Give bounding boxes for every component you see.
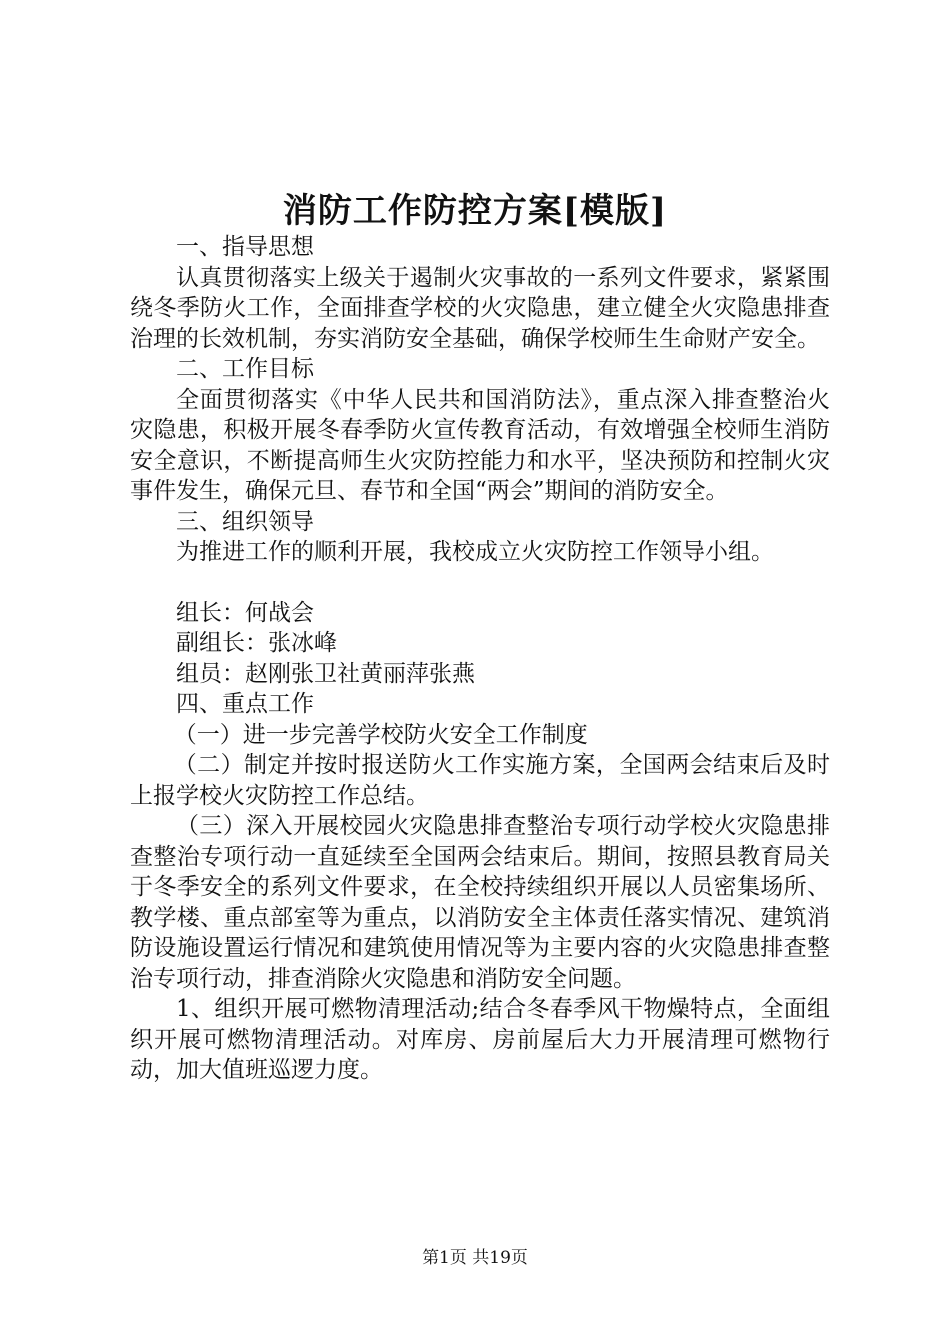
section-heading-organization: 三、组织领导	[176, 508, 314, 535]
paragraph-work-goals: 全面贯彻落实《中华人民共和国消防法》，重点深入排查整治火灾隐患，积极开展冬春季防火宣传教育活动，有效增强全校师生消防安全意识，不断提高师生火灾防控能力和水平，坚决预防和控制火灾事件发生，确保元旦、春节和全国“两会”期间的消防安全。	[130, 386, 830, 504]
deputy-leader-line: 副组长：张冰峰	[176, 630, 337, 656]
paragraph-guiding-ideology: 认真贯彻落实上级关于遏制火灾事故的一系列文件要求，紧紧围绕冬季防火工作，全面排查学校的火灾隐患，建立健全火灾隐患排查治理的长效机制，夯实消防安全基础，确保学校师生生命财产安全。	[130, 264, 830, 352]
subitem-combustibles-cleanup: 1、组织开展可燃物清理活动;结合冬春季风干物燥特点，全面组织开展可燃物清理活动。对库房、房前屋后大力开展清理可燃物行动，加大值班巡逻力度。	[130, 996, 830, 1083]
document-body	[130, 232, 830, 1086]
section-heading-work-goals: 二、工作目标	[176, 356, 314, 382]
section-heading-key-work: 四、重点工作	[176, 691, 314, 717]
section-heading-guiding-ideology: 一、指导思想	[176, 234, 314, 260]
document-title: 消防工作防控方案[模版]	[282, 191, 668, 231]
key-work-item-2: （二）制定并按时报送防火工作实施方案，全国两会结束后及时上报学校火灾防控工作总结。	[130, 752, 830, 809]
page-footer: 第1页 共19页	[422, 1248, 528, 1268]
key-work-item-1: （一）进一步完善学校防火安全工作制度	[173, 721, 588, 748]
members-line: 组员：赵刚张卫社黄丽萍张燕	[176, 660, 475, 687]
paragraph-organization: 为推进工作的顺利开展，我校成立火灾防控工作领导小组。	[176, 539, 774, 565]
group-leader-line: 组长：何战会	[176, 599, 314, 626]
key-work-item-3: （三）深入开展校园火灾隐患排查整治专项行动学校火灾隐患排查整治专项行动一直延续至全国两会结束后。期间，按照县教育局关于冬季安全的系列文件要求，在全校持续组织开展以人员密集场所、教学楼、重点部室等为重点，以消防安全主体责任落实情况、建筑消防设施设置运行情况和建筑使用情况等为主要内容的火灾隐患排查整治专项行动，排查消除火灾隐患和消防安全问题。	[130, 813, 830, 992]
